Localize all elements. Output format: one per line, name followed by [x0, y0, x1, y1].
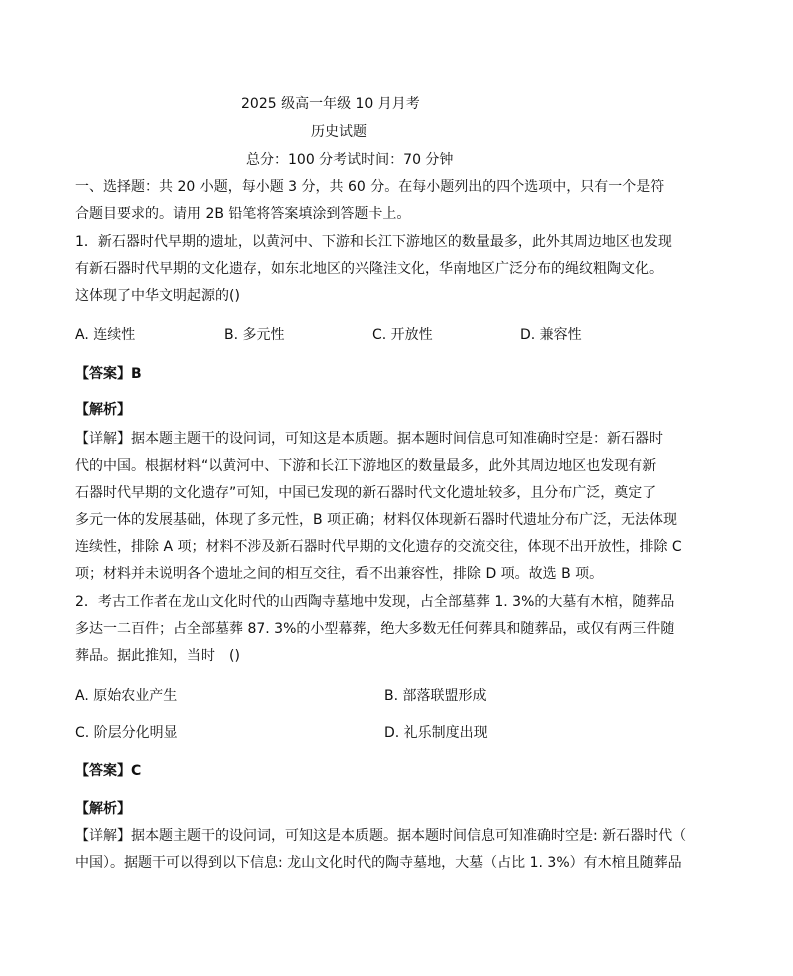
q1-analysis-line-5: 连续性，排除 A 项；材料不涉及新石器时代早期的文化遗存的交流交往，体现不出开放性，排除 C — [75, 539, 682, 555]
q1-option-a: A. 连续性 — [75, 327, 136, 343]
exam-title: 2025 级高一年级 10 月月考 — [241, 96, 420, 112]
q2-stem-line-2: 多达一二百件；占全部墓葬 87. 3%的小型幕葬，绝大多数无任何葬具和随葬品，或仅有两三件随 — [75, 621, 675, 637]
q2-analysis-title: 【解析】 — [75, 801, 131, 817]
q1-stem-line-3: 这体现了中华文明起源的() — [75, 288, 240, 304]
q2-option-b: B. 部落联盟形成 — [384, 688, 487, 704]
exam-meta: 总分：100 分考试时间：70 分钟 — [246, 152, 454, 168]
q1-analysis-line-4: 多元一体的发展基础，体现了多元性，B 项正确；材料仅体现新石器时代遗址分布广泛，无法体现 — [75, 512, 678, 528]
q1-option-c: C. 开放性 — [372, 327, 433, 343]
q2-analysis-line-1: 【详解】据本题主题干的设问词，可知这是本质题。据本题时间信息可知准确时空是: 新石器时代（ — [75, 828, 687, 844]
subject-title: 历史试题 — [311, 124, 367, 140]
q1-option-d: D. 兼容性 — [520, 327, 582, 343]
section-intro-line-2: 合题目要求的。请用 2B 铅笔将答案填涂到答题卡上。 — [75, 206, 411, 222]
q1-analysis-line-1: 【详解】据本题主题干的设问词，可知这是本质题。据本题时间信息可知准确时空是：新石器时 — [75, 431, 663, 447]
q2-stem-line-3: 葬品。据此推知，当时 () — [75, 648, 240, 664]
q2-option-a: A. 原始农业产生 — [75, 688, 178, 704]
q1-analysis-line-2: 代的中国。根据材料“以黄河中、下游和长江下游地区的数量最多，此外其周边地区也发现有新 — [75, 458, 657, 474]
q1-analysis-line-6: 项；材料并未说明各个遗址之间的相互交往，看不出兼容性，排除 D 项。故选 B 项。 — [75, 566, 604, 582]
q1-option-b: B. 多元性 — [224, 327, 285, 343]
q2-answer: 【答案】C — [75, 763, 142, 779]
q1-stem-line-1: 1．新石器时代早期的遗址，以黄河中、下游和长江下游地区的数量最多，此外其周边地区也发现 — [75, 234, 672, 250]
q1-analysis-line-3: 石器时代早期的文化遗存”可知，中国已发现的新石器时代文化遗址较多，且分布广泛，奠定了 — [75, 485, 657, 501]
q1-answer: 【答案】B — [75, 366, 142, 382]
q1-stem-line-2: 有新石器时代早期的文化遗存，如东北地区的兴隆洼文化，华南地区广泛分布的绳纹粗陶文化。 — [75, 261, 663, 277]
q2-option-c: C. 阶层分化明显 — [75, 725, 178, 741]
q2-analysis-line-2: 中国）。据题干可以得到以下信息: 龙山文化时代的陶寺墓地，大墓（占比 1. 3%）有木棺且随葬品 — [75, 855, 682, 871]
q2-stem-line-1: 2．考古工作者在龙山文化时代的山西陶寺墓地中发现，占全部墓葬 1. 3%的大墓有木棺，随葬品 — [75, 594, 675, 610]
section-intro-line-1: 一、选择题：共 20 小题，每小题 3 分，共 60 分。在每小题列出的四个选项中，只有一个是符 — [75, 179, 665, 195]
q1-analysis-title: 【解析】 — [75, 402, 131, 418]
q2-option-d: D. 礼乐制度出现 — [384, 725, 488, 741]
